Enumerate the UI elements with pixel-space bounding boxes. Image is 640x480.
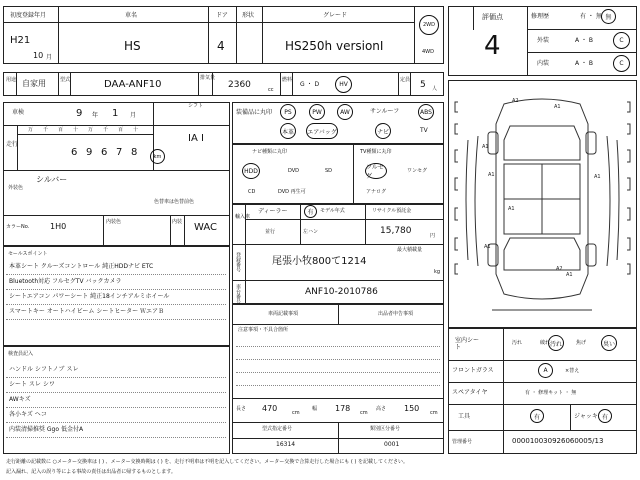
odometer-digit-header: 十	[73, 127, 79, 133]
damage-mark-1: A2	[512, 98, 519, 104]
equip-sunroof: サンルーフ	[370, 108, 400, 115]
spare-label: スペアタイヤ	[452, 389, 488, 396]
height-value: 150	[404, 404, 420, 413]
fuel-opts: G ・ D	[300, 81, 320, 88]
damage-mark-8: A2	[556, 266, 563, 272]
color-value: シルバー	[36, 175, 68, 184]
car-name-label: 車名	[125, 12, 138, 19]
exterior-label: 外装	[537, 37, 550, 44]
glass-circle: A	[538, 363, 553, 378]
first-reg-month: 10	[33, 51, 44, 60]
glass-opt: ×替え	[565, 368, 580, 374]
equipment-label: 装備品に丸印	[236, 109, 273, 116]
displacement: 2360	[228, 80, 251, 90]
recycle-unit: 円	[430, 233, 436, 239]
inspector-note-line: AWキズ	[9, 396, 31, 403]
color-no: 1H0	[50, 222, 67, 231]
inspector-note-line: 各小キズ ヘコ	[9, 411, 47, 418]
repair-label: 修理歴	[531, 13, 550, 20]
capacity-label: 定員	[400, 77, 411, 83]
odometer-digit: 9	[86, 147, 93, 158]
damage-mark-7: A1	[484, 244, 491, 250]
score-value: 4	[484, 31, 501, 61]
dealer-dealer-label: ディーラー	[258, 208, 288, 215]
odometer-digit-header: 千	[43, 127, 49, 133]
damage-mark-2: A1	[554, 104, 561, 110]
seat-opt-1: 汚れ	[512, 340, 523, 346]
jack-circle: 有	[598, 409, 612, 423]
tools-label: 工具	[458, 413, 471, 420]
doors-label: ドア	[216, 12, 228, 19]
damage-mark-3: A1	[482, 144, 489, 150]
doors: 4	[217, 39, 225, 53]
reg-no-label: 登録番号	[235, 252, 241, 272]
seat-circle-2: 臭い	[601, 335, 617, 351]
tools-circle: 有	[530, 409, 544, 423]
equip-ps: PS	[280, 104, 296, 120]
inspector-note-line: 内装清掃推奨 Ggo 低金付A	[9, 426, 84, 433]
first-reg-era: H21	[10, 35, 31, 46]
inspection-month-unit: 月	[130, 112, 137, 119]
odometer-digit-header: 万	[88, 127, 94, 133]
damage-mark-6: A1	[594, 174, 601, 180]
repair-opts: 有 ・ 無	[580, 13, 602, 20]
extra-notes-label: 注意事項・不具合箇所	[238, 327, 289, 333]
car-notes-label: 車両記載事項	[268, 311, 299, 317]
inspection-month: 1	[112, 108, 119, 119]
inspection-year: 9	[76, 108, 83, 119]
equip-pw: PW	[309, 104, 325, 120]
inspection-year-unit: 年	[92, 112, 99, 119]
navi-hdd-circle: HDD	[242, 163, 260, 179]
height-unit: cm	[430, 410, 438, 416]
model-label: 型式	[60, 77, 71, 83]
model: DAA-ANF10	[104, 79, 162, 90]
interior-circle: C	[613, 55, 630, 72]
chassis: ANF10-2010786	[305, 287, 378, 297]
color-change-note: 色替車は色替前色	[154, 199, 195, 205]
tv-fullseg-circle: フルセグ	[365, 163, 387, 179]
length-value: 470	[262, 404, 278, 413]
odometer-digit: 6	[71, 147, 78, 158]
navi-sd: SD	[325, 168, 333, 174]
capacity-unit: 人	[432, 86, 438, 92]
tv-oneseg: ワンセグ	[407, 168, 428, 174]
purpose-label: 用途	[6, 77, 17, 83]
sales-point-line: 本革シート クルーズコントロール 純正HDDナビ ETC	[9, 263, 154, 270]
exterior-opts: A ・ B	[575, 37, 594, 44]
inspector-note-line: ハンドル シフトノブ スレ	[9, 366, 79, 373]
odometer-unit-circle: km	[150, 149, 165, 164]
score-label: 評価点	[482, 13, 503, 21]
fuel-circle: HV	[335, 76, 352, 93]
grade: HS250h versionI	[285, 39, 384, 53]
repair-circle: 無	[601, 9, 616, 24]
type-no: 16314	[276, 441, 296, 448]
seller-notes-label: 出品者申告事項	[378, 311, 414, 317]
odometer-label: 走行	[6, 141, 19, 148]
loading-label: 最大積載量	[397, 247, 423, 253]
manage-no: 000010030926060005/13	[512, 437, 604, 445]
odometer-digit-header: 百	[118, 127, 124, 133]
drive-2wd-circle: 2WD	[419, 15, 439, 35]
reg-no: 尾張小牧800て1214	[272, 256, 367, 267]
sales-point-line: Bluetooth対応 フルセグTV バックカメラ	[9, 278, 122, 285]
displacement-label: 排気量	[200, 75, 216, 81]
dealer-label: 輸入車	[235, 214, 251, 220]
color-no-label: カラーNo.	[6, 224, 30, 230]
shift-label: シフト	[188, 103, 204, 109]
footer-line-1: 走行距離の記載数に ○メーター交換車は ( ) 、メーター交換時期は ( ) を、走行不明車は不明を記入してください。メーター交換で合算走行した場合にも ( ) を記載してください。	[6, 459, 408, 465]
trim-label: 内装色	[106, 219, 122, 225]
trim-value: WAC	[194, 222, 217, 233]
sales-point-line: シートエアコン パワーシート 純正18インチアルミホイール	[9, 293, 170, 300]
jack-label: ジャッキ	[574, 413, 598, 420]
length-unit: cm	[292, 410, 300, 416]
capacity: 5	[420, 80, 426, 90]
loading-unit: kg	[434, 269, 441, 275]
cc-unit: cc	[268, 87, 274, 93]
interior-label: 内装	[537, 60, 550, 67]
dealer-sub1: 並行	[265, 229, 276, 235]
damage-mark-5: A1	[508, 206, 515, 212]
fuel-label: 燃料	[282, 77, 293, 83]
equip-abs: ABS	[418, 104, 434, 120]
exterior-circle: C	[613, 32, 630, 49]
damage-mark-9: A1	[566, 272, 573, 278]
inspector-label: 検査員記入	[8, 351, 34, 357]
chassis-label: 車台番号	[235, 284, 241, 304]
first-reg-month-unit: 月	[46, 54, 53, 61]
equip-tv: TV	[420, 127, 428, 134]
damage-mark-4: A1	[488, 172, 495, 178]
class-no-label: 類別区分番号	[370, 426, 401, 432]
grade-label: グレード	[323, 12, 348, 19]
odometer-digit-header: 千	[103, 127, 109, 133]
seat-circle-1: 汚れ	[548, 335, 564, 351]
glass-label: フロントガラス	[452, 367, 494, 374]
drive-4wd: 4WD	[422, 49, 434, 55]
width-unit: cm	[360, 410, 368, 416]
first-reg-label: 初度登録年月	[10, 12, 47, 19]
recycle-value: 15,780	[380, 226, 412, 236]
width-value: 178	[335, 404, 351, 413]
tv-analog: アナログ	[366, 189, 387, 195]
tv-title: TV種類に丸印	[360, 149, 392, 155]
inspection-label: 車検	[12, 109, 25, 116]
inspector-note-line: シート スレ シワ	[9, 381, 55, 388]
seat-label: 室内シート	[455, 337, 480, 352]
equip-aw: AW	[337, 104, 353, 120]
trim-label-2: 内装	[172, 219, 183, 225]
manage-label: 管理番号	[452, 439, 473, 445]
odometer-digit: 6	[101, 147, 108, 158]
shift-value: IA I	[188, 133, 204, 144]
length-label: 長さ	[236, 406, 247, 412]
sales-point-line: スマートキー オートハイビーム シートヒーター ＷエアＢ	[9, 308, 165, 315]
footer-line-2: 記入漏れ、記入の誤り等による事故の責任は出品者に帰するものとします。	[6, 469, 176, 475]
color-label: 外装色	[8, 185, 24, 191]
interior-opts: A ・ B	[575, 60, 594, 67]
class-no: 0001	[384, 441, 400, 448]
equip-leather: 本革	[280, 123, 296, 139]
odometer-digit: 7	[116, 147, 123, 158]
dealer-sub2: 左ハン	[303, 229, 319, 235]
height-label: 高さ	[376, 406, 387, 412]
type-no-label: 型式指定番号	[262, 426, 293, 432]
navi-dvd: DVD	[288, 168, 300, 174]
car-diagram	[448, 80, 637, 328]
navi-title: ナビ種類に丸印	[252, 149, 288, 155]
navi-dvd-play: DVD 再生可	[278, 189, 306, 195]
sales-label: セールスポイント	[8, 251, 48, 257]
model-year-label: モデル年式	[320, 208, 345, 214]
seat-opt-2: 破れ	[540, 340, 551, 346]
odometer-digit-header: 万	[28, 127, 34, 133]
dealer-circle: 有	[304, 205, 317, 218]
seat-opt-3: 焦げ	[576, 340, 587, 346]
odometer-digit: 8	[131, 147, 138, 158]
recycle-label: リサイクル預託金	[372, 208, 412, 214]
width-label: 幅	[312, 406, 318, 412]
equip-navi: ナビ	[375, 123, 391, 139]
purpose: 自家用	[22, 79, 46, 88]
spare-opts: 有 ・ 修理キット ・ 無	[525, 390, 577, 396]
navi-cd: CD	[248, 189, 256, 195]
car-name: HS	[124, 39, 141, 53]
equip-airbag: エアバッグ	[306, 123, 338, 139]
shape-label: 形状	[242, 12, 255, 19]
odometer-digit-header: 百	[58, 127, 64, 133]
odometer-digit-header: 十	[133, 127, 139, 133]
